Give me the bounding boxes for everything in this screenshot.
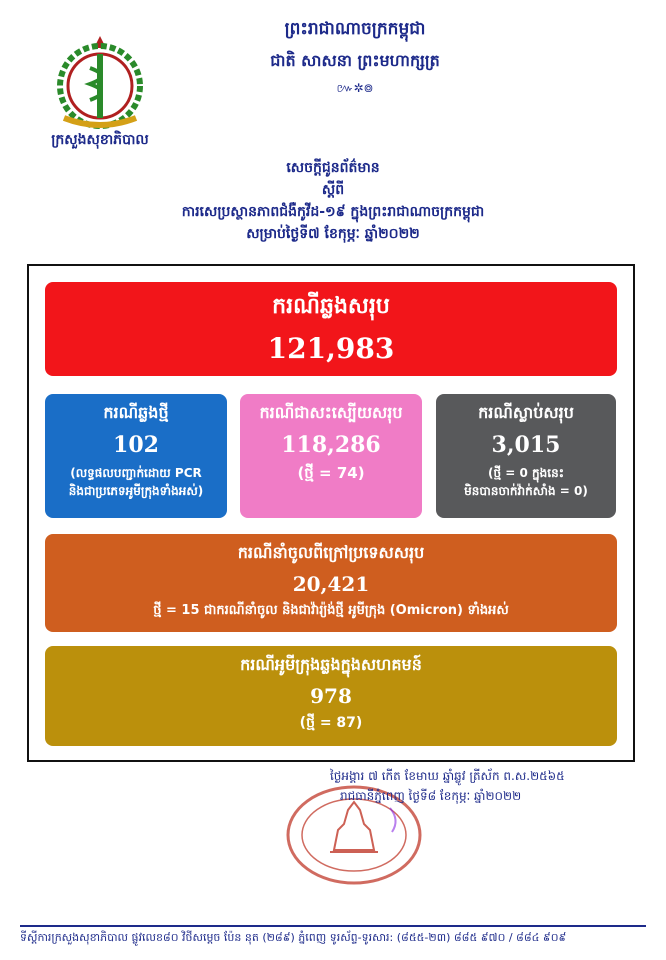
doc-title-line3: ការសេប្រស្ថានភាពជំងឺកូវីដ-១៩ ក្នុងព្រះរាជាណាចក្រកម្ពុជា xyxy=(181,204,485,220)
doc-title-line2: ស្តីពី xyxy=(321,182,345,198)
recovered-note: (ថ្មី = 74) xyxy=(297,464,365,482)
imported-value: 20,421 xyxy=(292,572,370,596)
new-cases-note-line1: (លទ្ធផលបញ្ជាក់ដោយ PCR xyxy=(70,466,202,480)
deaths-note-line1: (ថ្មី = 0 ក្នុងនេះ xyxy=(488,466,564,480)
deaths-note xyxy=(436,464,616,500)
imported-label: ករណីនាំចូលពីក្រៅប្រទេសសរុប xyxy=(237,543,425,562)
ornament: ៚✲៙ xyxy=(336,81,374,95)
deaths-note-line2: មិនបានចាក់វ៉ាក់សាំង = 0) xyxy=(464,484,588,498)
new-cases-value: 102 xyxy=(113,432,159,458)
total-cases-label: ករណីឆ្លងសរុប xyxy=(272,294,390,319)
community-value: 978 xyxy=(310,684,352,708)
ministry-name: ក្រសួងសុខាភិបាល xyxy=(51,132,149,148)
deaths-value: 3,015 xyxy=(491,432,561,458)
imported-note: ថ្មី = 15 ជាករណីនាំចូល និងជាវ៉ារ្យ៉ង់ថ្មី អូមីក្រុង (Omicron) ទាំងអស់ xyxy=(153,603,509,618)
new-cases-card xyxy=(45,394,227,518)
new-cases-label: ករណីឆ្លងថ្មី xyxy=(103,403,169,422)
total-cases-card xyxy=(45,282,617,376)
national-motto: ជាតិ សាសនា ព្រះមហាក្សត្រ xyxy=(270,51,440,70)
date-solar: រាជធានីភ្នំពេញ ថ្ងៃទី៨ ខែកុម្ភៈ ឆ្នាំ២០២២ xyxy=(340,789,522,803)
community-card xyxy=(45,646,617,746)
kingdom-title: ព្រះរាជាណាចក្រកម្ពុជា xyxy=(284,19,426,39)
date-lunar: ថ្ងៃអង្គារ ៧ កើត ខែមាឃ ឆ្នាំឆ្លូវ ត្រីស័ក ព.ស.២៥៦៥ xyxy=(330,769,565,783)
community-note: (ថ្មី = 87) xyxy=(299,715,363,731)
recovered-card xyxy=(240,394,422,518)
deaths-label: ករណីស្លាប់សរុប xyxy=(478,403,574,422)
total-cases-value: 121,983 xyxy=(267,332,395,365)
new-cases-note xyxy=(45,464,227,500)
community-label: ករណីអូមីក្រុងឆ្លងក្នុងសហគមន៍ xyxy=(240,655,422,674)
new-cases-note-line2: និងជាប្រភេទអូមីក្រុងទាំងអស់) xyxy=(68,484,204,498)
doc-title-line4: សម្រាប់ថ្ងៃទី៧ ខែកុម្ភៈ ឆ្នាំ២០២២ xyxy=(246,226,420,242)
doc-title-line1: សេចក្តីជូនព័ត៌មាន xyxy=(286,160,380,176)
deaths-card xyxy=(436,394,616,518)
footer-rule xyxy=(20,925,646,927)
imported-card xyxy=(45,534,617,632)
recovered-value: 118,286 xyxy=(281,432,381,458)
footer-address: ទីស្តីការក្រសួងសុខាភិបាល ផ្លូវលេខ៨០ វិថីសម្តេច ប៉ែន នុត (២៨៩) ភ្នំពេញ ទូរស័ព្ទ-ទូរសារ: (៨៥៥-២៣) ៨៨៥ ៩៧០ / ៨៨៤ ៩០៩ xyxy=(20,931,567,944)
recovered-label: ករណីជាសះស្បើយសរុប xyxy=(259,403,403,422)
